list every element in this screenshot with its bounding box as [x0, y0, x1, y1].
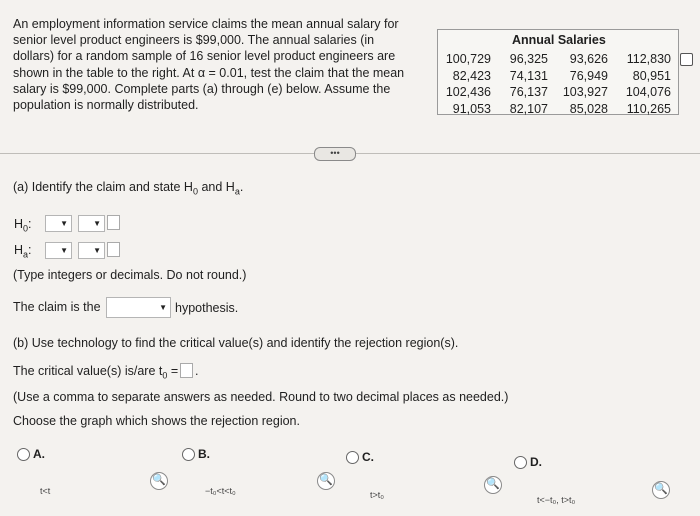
option-c-graph-label: t>t₀ — [370, 490, 384, 500]
claim-suffix: hypothesis. — [175, 301, 239, 315]
dropdown-arrow-icon: ▼ — [93, 219, 101, 228]
part-a-text: and H — [197, 180, 235, 194]
table-column-2 — [496, 51, 548, 117]
table-column-3 — [548, 51, 608, 117]
h0-parameter-dropdown[interactable] — [45, 215, 72, 232]
problem-line: shown in the table to the right. At α = 0.01, test the claim that the mean — [13, 65, 405, 80]
h-colon: : — [28, 217, 32, 231]
critical-value-prompt — [13, 364, 178, 381]
dropdown-arrow-icon: ▼ — [60, 219, 68, 228]
part-b-prompt: (b) Use technology to find the critical value(s) and identify the rejection region(s). — [13, 336, 459, 350]
graph-prompt: Choose the graph which shows the rejection region. — [13, 414, 300, 428]
h0-value-input[interactable] — [107, 215, 120, 230]
table-cell: 91,053 — [452, 101, 491, 116]
table-column-1 — [438, 51, 491, 117]
table-header: Annual Salaries — [512, 33, 606, 47]
option-d-graph-label: t<−t₀, t>t₀ — [537, 495, 576, 505]
option-d-radio[interactable] — [514, 456, 527, 469]
claim-prefix: The claim is the — [13, 300, 101, 314]
ha-parameter-dropdown[interactable] — [45, 242, 72, 259]
h-label: H — [14, 217, 24, 231]
table-cell: 93,626 — [569, 52, 608, 66]
table-cell: 112,830 — [626, 52, 671, 66]
option-a-radio[interactable] — [17, 448, 30, 461]
ha-operator-dropdown[interactable] — [78, 242, 105, 259]
part-a-text: . — [239, 180, 244, 194]
h0-label — [14, 217, 32, 234]
option-b-graph-label: −t₀<t<t₀ — [205, 486, 236, 496]
option-d-label: D. — [530, 455, 542, 469]
critical-end: . — [195, 364, 199, 378]
table-cell: 82,423 — [452, 68, 491, 83]
critical-text: The critical value(s) is/are t — [13, 364, 163, 378]
option-a-graph-label: t<t — [40, 486, 51, 496]
ha-value-input[interactable] — [107, 242, 120, 257]
table-cell: 102,436 — [445, 85, 491, 99]
problem-line: dollars) for a random sample of 16 senior level product engineers are — [13, 49, 396, 64]
option-a-label: A. — [33, 447, 45, 461]
dropdown-arrow-icon: ▼ — [60, 246, 68, 255]
dropdown-arrow-icon: ▼ — [93, 246, 101, 255]
magnifier-icon[interactable]: 🔍 — [150, 472, 168, 490]
table-cell: 76,137 — [509, 85, 548, 99]
table-cell: 80,951 — [632, 68, 671, 83]
part-a-hint: (Type integers or decimals. Do not round.) — [13, 268, 247, 282]
problem-line: population is normally distributed. — [13, 98, 199, 113]
magnifier-icon[interactable]: 🔍 — [652, 481, 670, 499]
part-b-hint: (Use a comma to separate answers as needed. Round to two decimal places as needed.) — [13, 390, 509, 404]
dropdown-arrow-icon: ▼ — [159, 303, 167, 312]
table-cell: 96,325 — [509, 52, 548, 66]
ha-label — [14, 243, 32, 260]
option-c-label: C. — [362, 450, 374, 464]
table-cell: 82,107 — [509, 101, 548, 116]
table-column-4 — [608, 51, 671, 117]
part-a-text: (a) Identify the claim and state H — [13, 180, 193, 194]
option-b-radio[interactable] — [182, 448, 195, 461]
table-cell: 104,076 — [625, 85, 671, 99]
problem-line: salary is $99,000. Complete parts (a) through (e) below. Assume the — [13, 81, 391, 96]
part-a-sub: 0 — [192, 186, 198, 197]
option-b-label: B. — [198, 447, 210, 461]
problem-statement — [13, 16, 411, 113]
magnifier-icon[interactable]: 🔍 — [484, 476, 502, 494]
part-a-prompt — [13, 180, 243, 197]
salary-table — [437, 29, 679, 115]
copy-icon[interactable] — [680, 53, 693, 66]
h-label: H — [14, 243, 24, 257]
part-a-sub: a — [234, 186, 240, 197]
critical-value-input[interactable] — [180, 363, 193, 378]
h-colon: : — [28, 243, 32, 257]
table-cell: 100,729 — [445, 52, 491, 66]
h-sub: 0 — [23, 223, 29, 234]
critical-sub: 0 — [162, 370, 168, 381]
table-cell: 85,028 — [569, 101, 608, 116]
claim-hypothesis-dropdown[interactable] — [106, 297, 171, 318]
table-cell: 74,131 — [509, 68, 548, 83]
expand-more-button[interactable]: ••• — [314, 147, 356, 161]
problem-line: senior level product engineers is $99,000. The annual salaries (in — [13, 33, 375, 48]
h-sub: a — [23, 249, 29, 260]
magnifier-icon[interactable]: 🔍 — [317, 472, 335, 490]
table-cell: 103,927 — [562, 85, 608, 99]
problem-line: An employment information service claims the mean annual salary for — [13, 17, 399, 31]
table-cell: 76,949 — [569, 68, 608, 83]
h0-operator-dropdown[interactable] — [78, 215, 105, 232]
option-c-radio[interactable] — [346, 451, 359, 464]
table-cell: 110,265 — [626, 101, 671, 116]
critical-text: = — [167, 364, 179, 378]
